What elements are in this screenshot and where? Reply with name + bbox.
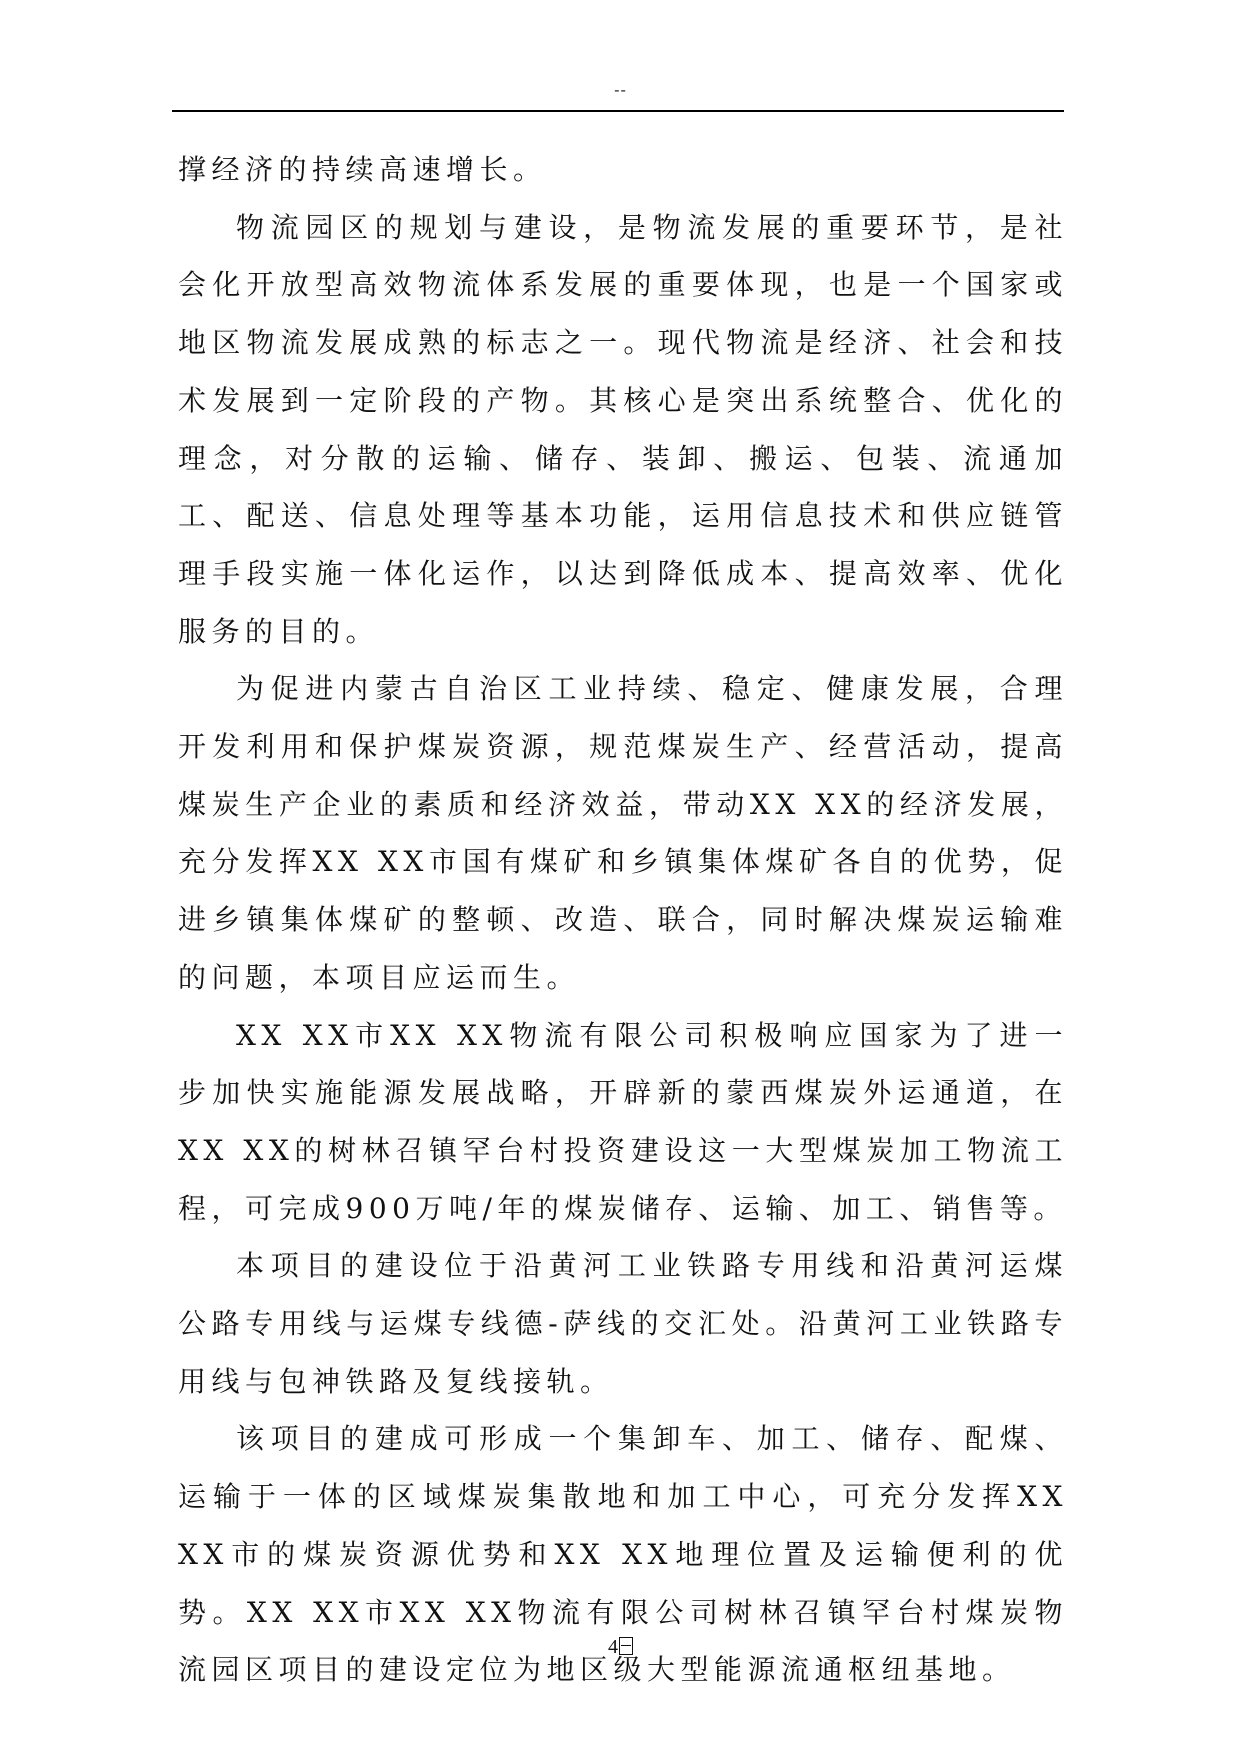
document-body (178, 141, 1068, 1699)
page-number: 4 (608, 1636, 618, 1658)
header-mark: -- (614, 80, 627, 99)
paragraph-project-positioning: 该项目的建成可形成一个集卸车、加工、储存、配煤、运输于一体的区域煤炭集散地和加工中心，可充分发挥XX XX市的煤炭资源优势和XX XX地理位置及运输便利的优势。XX XX市XX XX物流有限公司树林召镇罕台村煤炭物流园区项目的建设定位为地区级大型能源流通枢纽基地。 (178, 1422, 1068, 1687)
paragraph-company-investment: XX XX市XX XX物流有限公司积极响应国家为了进一步加快实施能源发展战略，开辟新的蒙西煤炭外运通道，在XX XX的树林召镇罕台村投资建设这一大型煤炭加工物流工程，可完成900万吨/年的煤炭储存、运输、加工、销售等。 (178, 1018, 1068, 1225)
paragraph-inner-mongolia: 为促进内蒙古自治区工业持续、稳定、健康发展，合理开发利用和保护煤炭资源，规范煤炭生产、经营活动，提高煤炭生产企业的素质和经济效益，带动XX XX的经济发展，充分发挥XX XX市国有煤矿和乡镇集体煤矿各自的优势，促进乡镇集体煤矿的整顿、改造、联合，同时解决煤炭运输难的问题，本项目应运而生。 (178, 672, 1068, 994)
footer-box-icon (619, 1637, 633, 1655)
paragraph-logistics-park: 物流园区的规划与建设，是物流发展的重要环节，是社会化开放型高效物流体系发展的重要体现，也是一个国家或地区物流发展成熟的标志之一。现代物流是经济、社会和技术发展到一定阶段的产物。其核心是突出系统整合、优化的理念，对分散的运输、储存、装卸、搬运、包装、流通加工、配送、信息处理等基本功能，运用信息技术和供应链管理手段实施一体化运作，以达到降低成本、提高效率、优化服务的目的。 (178, 210, 1068, 648)
paragraph-project-location: 本项目的建设位于沿黄河工业铁路专用线和沿黄河运煤公路专用线与运煤专线德-萨线的交汇处。沿黄河工业铁路专用线与包神铁路及复线接轨。 (178, 1249, 1068, 1398)
header-rule (172, 110, 1064, 112)
paragraph-continuation: 撑经济的持续高速增长。 (178, 153, 547, 186)
page-footer (0, 1635, 1241, 1659)
